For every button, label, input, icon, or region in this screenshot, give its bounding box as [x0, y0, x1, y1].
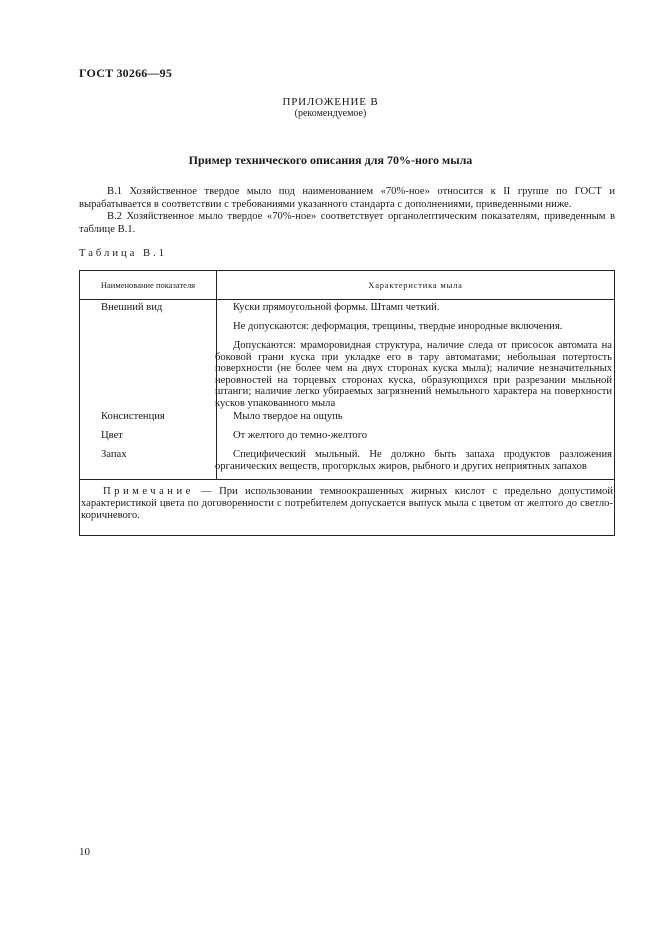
row-desc-appearance-3: Допускаются: мраморовидная структура, наличие следа от присосок автомата на боковой грани куска при укладке его в тару автоматами; небольшая потертость поверхности (не более чем на двух сторонах куска мыла); наличие незначительных неровностей на торцевых сторонах куска, образующихся при разрезании мыльной штанги; наличие легко убираемых загрязнений немыльного характера на поверхности кусков упакованного мыла: [215, 340, 612, 409]
column-header-indicator: Наименование показателя: [80, 271, 217, 299]
row-desc-odor: Специфический мыльный. Не должно быть запаха продуктов разложения органических веществ, прогорклых жиров, рыбного и других неприятных запахов: [215, 449, 612, 472]
table-header-row: [80, 271, 614, 300]
paragraph-b1: В.1 Хозяйственное твердое мыло под наименованием «70%-ное» относится к II группе по ГОСТ и вырабатывается в соответствии с требованиями указанного стандарта с дополнениями, приведенными ниже.: [79, 186, 615, 210]
row-desc-consistency: Мыло твердое на ощупь: [233, 411, 343, 422]
row-desc-appearance-2: Не допускаются: деформация, трещины, твердые инородные включения.: [233, 321, 563, 332]
table-note: [80, 486, 614, 522]
row-desc-appearance-1: Куски прямоугольной формы. Штамп четкий.: [233, 302, 440, 313]
table-caption: Таблица В.1: [79, 248, 168, 259]
indicators-table: [79, 270, 615, 536]
page-number: 10: [79, 846, 90, 858]
row-name-color: Цвет: [101, 430, 123, 441]
note-label: Примечание: [103, 486, 194, 497]
appendix-status: (рекомендуемое): [294, 108, 367, 119]
row-name-odor: Запах: [101, 449, 127, 460]
note-divider: [80, 479, 614, 480]
paragraph-b2: В.2 Хозяйственное мыло твердое «70%-ное» соответствует органолептическим показателям, приведенным в таблице В.1.: [79, 211, 615, 235]
row-name-consistency: Консистенция: [101, 411, 165, 422]
appendix-label: ПРИЛОЖЕНИЕ В: [282, 96, 379, 108]
document-code: ГОСТ 30266—95: [79, 66, 173, 80]
note-text: — При использовании темноокрашенных жирных кислот с предельно допустимой характеристикой цвета по договоренности с потребителем допускается выпуск мыла с цветом от желтого до светло-коричневого.: [81, 486, 613, 521]
section-title: Пример технического описания для 70%-ного мыла: [188, 153, 473, 167]
row-name-appearance: Внешний вид: [101, 302, 163, 313]
column-header-characteristic: Характеристика мыла: [368, 280, 463, 290]
row-desc-color: От желтого до темно-желтого: [233, 430, 368, 441]
